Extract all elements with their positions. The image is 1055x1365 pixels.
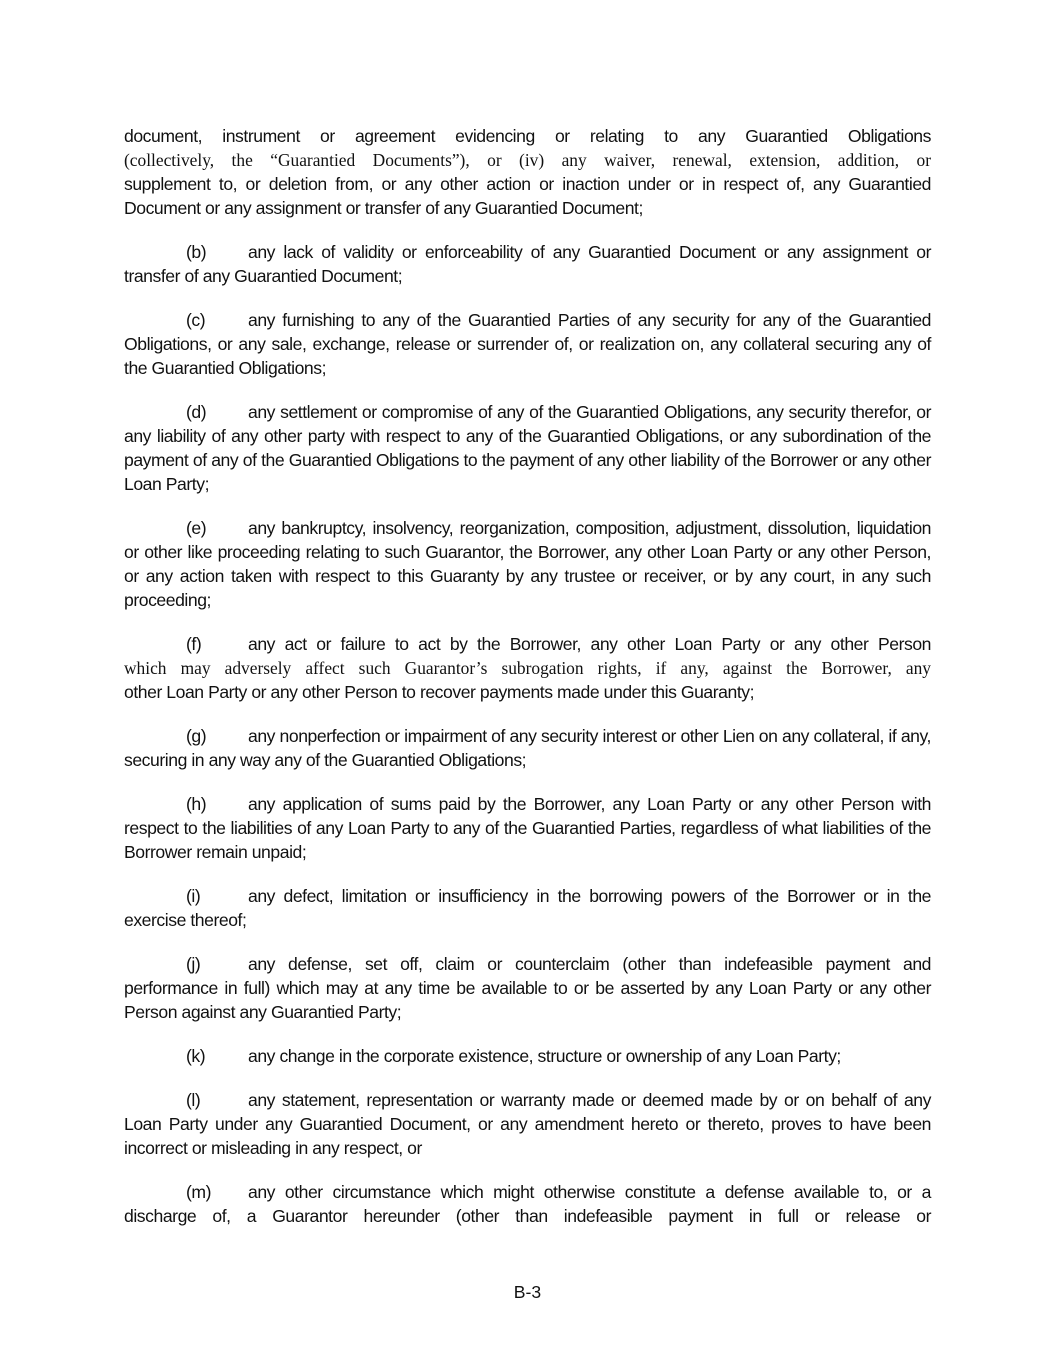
- clause-text: any furnishing to any of the Guarantied Parties of any security for any of the Guarantied Obligations, or any sale, exchange, release or surrender of, or realization on, any collateral securing any of the Guarantied Obligations;: [124, 310, 931, 378]
- clause-text: any defect, limitation or insufficiency in the borrowing powers of the Borrower or in the exercise thereof;: [124, 886, 931, 930]
- clause-text: any statement, representation or warranty made or deemed made by or on behalf of any Loan Party under any Guarantied Document, or any amendment hereto or thereto, proves to have been incorrect or misleading in any respect, or: [124, 1090, 931, 1158]
- clause-label: (i): [186, 886, 201, 906]
- clause-label: (e): [186, 518, 207, 538]
- intro-rest: supplement to, or deletion from, or any other action or inaction under or in respect of, any Guarantied Document or any assignment or transfer of any Guarantied Document;: [124, 174, 931, 218]
- clause-label: (h): [186, 794, 207, 814]
- clause-label: (b): [186, 242, 207, 262]
- clause-c: [124, 308, 931, 380]
- clause-b: [124, 240, 931, 288]
- clause-k: [124, 1044, 931, 1068]
- clause-text: any defense, set off, claim or counterclaim (other than indefeasible payment and performance in full) which may at any time be available to or be asserted by any Loan Party or any other Person against any Guarantied Party;: [124, 954, 931, 1022]
- clause-f-rest: other Loan Party or any other Person to recover payments made under this Guaranty;: [124, 682, 755, 702]
- clause-text: any settlement or compromise of any of the Guarantied Obligations, any security therefor, or any liability of any other party with respect to any of the Guarantied Obligations, or any subordination of the payment of any of the Guarantied Obligations to the payment of any other liability of the Borrower or any other Loan Party;: [124, 402, 931, 494]
- clause-text: any nonperfection or impairment of any security interest or other Lien on any collateral, if any, securing in any way any of the Guarantied Obligations;: [124, 726, 931, 770]
- page-number: B-3: [513, 1282, 542, 1302]
- clause-text: any lack of validity or enforceability of any Guarantied Document or any assignment or transfer of any Guarantied Document;: [124, 242, 931, 286]
- clause-label: (d): [186, 402, 207, 422]
- clause-label: (c): [186, 310, 206, 330]
- clause-label: (j): [186, 954, 201, 974]
- document-page: [124, 124, 931, 1248]
- intro-line-2: (collectively, the “Guarantied Documents”), or (iv) any waiver, renewal, extension, addition, or: [124, 150, 931, 170]
- clause-d: [124, 400, 931, 496]
- clause-label: (m): [186, 1182, 212, 1202]
- clause-h: [124, 792, 931, 864]
- clause-label: (g): [186, 726, 207, 746]
- clause-label: (k): [186, 1046, 206, 1066]
- clause-f-line-2: which may adversely affect such Guarantor’s subrogation rights, if any, against the Borrower, any: [124, 658, 931, 678]
- clause-l: [124, 1088, 931, 1160]
- clause-text: any application of sums paid by the Borrower, any Loan Party or any other Person with respect to the liabilities of any Loan Party to any of the Guarantied Parties, regardless of what liabilities of the Borrower remain unpaid;: [124, 794, 931, 862]
- clause-i: [124, 884, 931, 932]
- clause-text: any act or failure to act by the Borrower, any other Loan Party or any other Person: [248, 634, 931, 654]
- clause-text: any other circumstance which might otherwise constitute a defense available to, or a discharge of, a Guarantor hereunder (other than indefeasible payment in full or release or: [124, 1182, 931, 1226]
- clause-f: [124, 632, 931, 704]
- clause-f-line-1: [124, 632, 931, 656]
- clause-text: any change in the corporate existence, structure or ownership of any Loan Party;: [248, 1046, 841, 1066]
- clause-m: [124, 1180, 931, 1228]
- intro-paragraph: [124, 124, 931, 220]
- intro-line-1: document, instrument or agreement evidencing or relating to any Guarantied Obligations: [124, 126, 931, 146]
- clause-text: any bankruptcy, insolvency, reorganization, composition, adjustment, dissolution, liquidation or other like proceeding relating to such Guarantor, the Borrower, any other Loan Party or any other Person, or any action taken with respect to this Guaranty by any trustee or receiver, or by any court, in any such proceeding;: [124, 518, 931, 610]
- clause-j: [124, 952, 931, 1024]
- clause-label: (f): [186, 634, 202, 654]
- clause-e: [124, 516, 931, 612]
- clause-g: [124, 724, 931, 772]
- clause-label: (l): [186, 1090, 201, 1110]
